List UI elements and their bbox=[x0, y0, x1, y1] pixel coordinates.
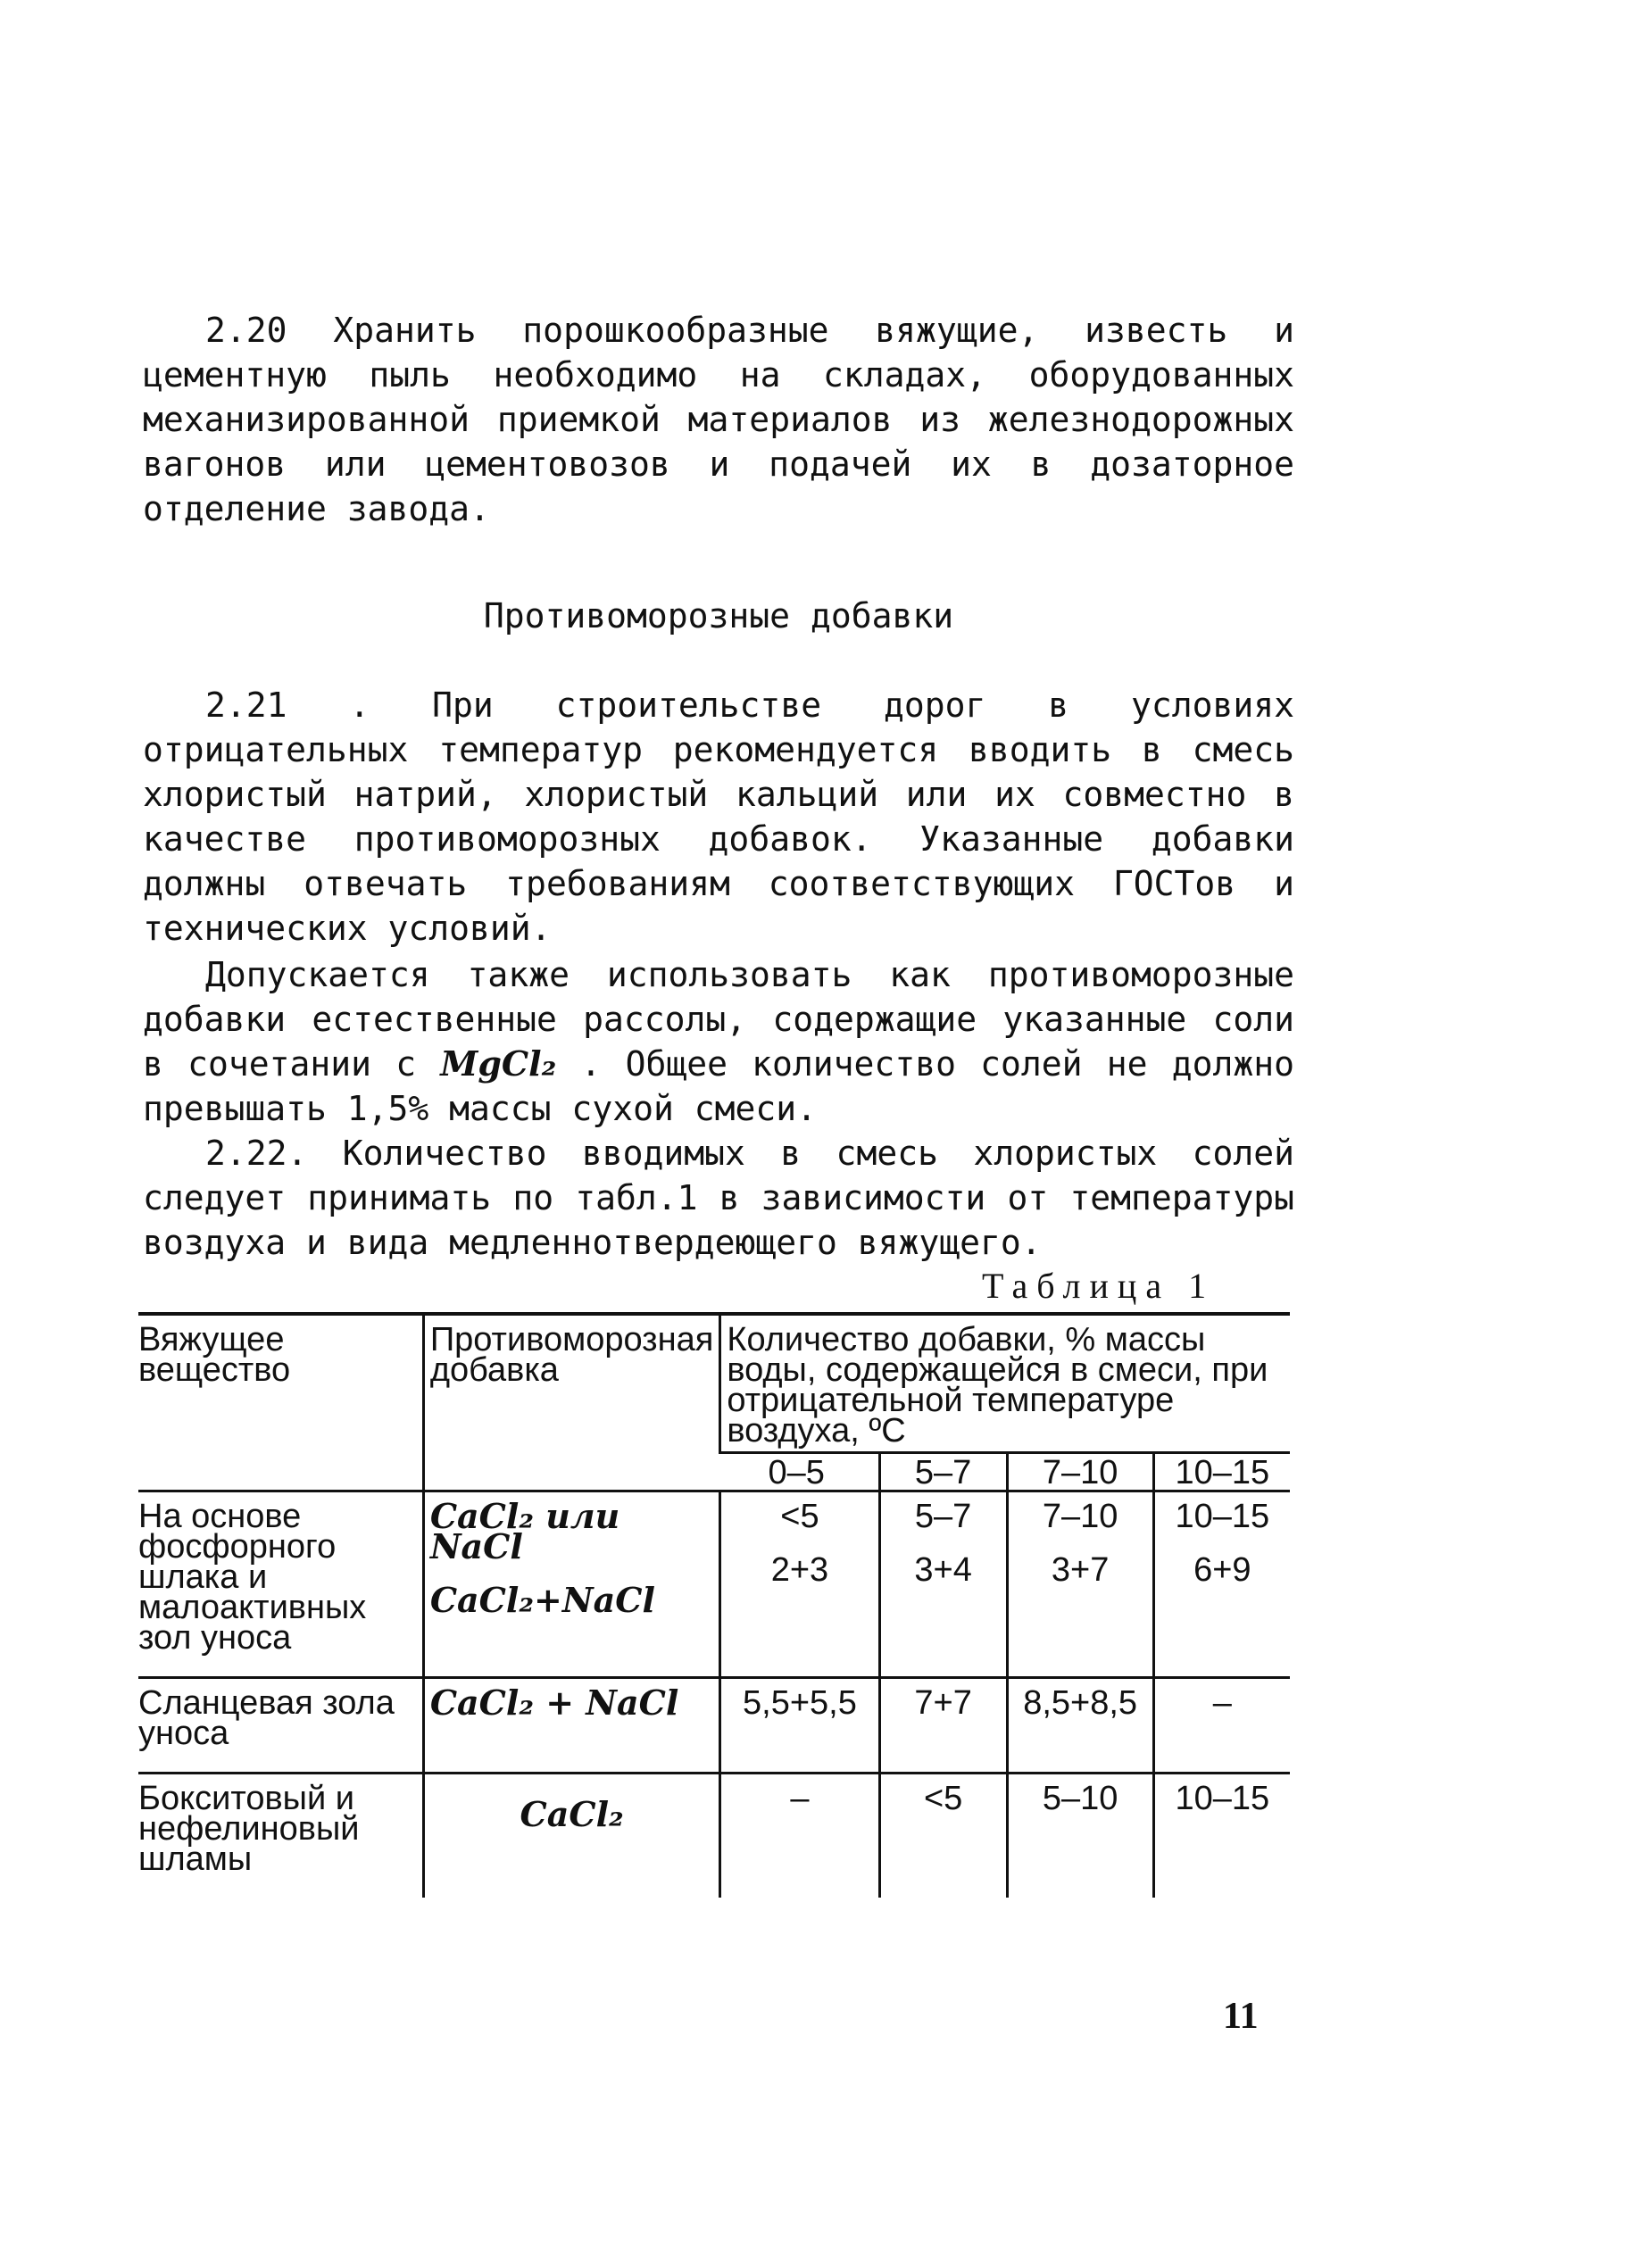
value-line: 5–7 bbox=[914, 1498, 972, 1535]
formula-mgcl2: MgCl₂ bbox=[440, 1043, 557, 1084]
value-cell: 5–10 bbox=[1007, 1774, 1153, 1898]
temp-column-header: 0–5 bbox=[720, 1453, 879, 1491]
header-binder: Вяжущее вещество bbox=[138, 1314, 423, 1491]
header-additive: Противоморозная добавка bbox=[423, 1314, 720, 1491]
row-additive: CaCl₂ + NaCl bbox=[423, 1678, 720, 1774]
value-cell: – bbox=[720, 1774, 879, 1898]
table-row bbox=[138, 1491, 1290, 1678]
table-row bbox=[138, 1678, 1290, 1774]
temp-column-header: 5–7 bbox=[879, 1453, 1007, 1491]
page-number: 11 bbox=[1223, 1996, 1259, 2037]
value-cell: 5,5+5,5 bbox=[720, 1678, 879, 1774]
row-binder: На основе фосфорного шлака и малоактивных зол уноса bbox=[138, 1491, 423, 1678]
value-cell bbox=[1007, 1491, 1153, 1678]
value-cell: 7+7 bbox=[879, 1678, 1007, 1774]
additives-table bbox=[138, 1312, 1290, 1898]
table-row bbox=[138, 1774, 1290, 1898]
paragraph-text-before: Допускается также использовать как противоморозные добавки естественные рассолы, содержащие указанные соли в сочетании с bbox=[143, 955, 1294, 1084]
value-line: 2+3 bbox=[770, 1551, 829, 1589]
section-heading: Противоморозные добавки bbox=[483, 596, 954, 636]
value-cell: <5 bbox=[879, 1774, 1007, 1898]
value-line: 10–15 bbox=[1175, 1498, 1270, 1535]
value-line: 3+4 bbox=[914, 1551, 972, 1589]
paragraph-2-21-continued bbox=[143, 952, 1294, 1131]
table-header-row bbox=[138, 1314, 1290, 1453]
value-cell: – bbox=[1153, 1678, 1290, 1774]
value-cell: 10–15 bbox=[1153, 1774, 1290, 1898]
value-cell bbox=[1153, 1491, 1290, 1678]
paragraph-2-20: 2.20 Хранить порошкообразные вяжущие, известь и цементную пыль необходимо на складах, оборудованных механизированной приемкой материалов из железнодорожных вагонов или цементовозов и подачей их в дозаторное отделение завода. bbox=[143, 311, 1294, 528]
value-line: 3+7 bbox=[1051, 1551, 1110, 1589]
value-cell: 8,5+8,5 bbox=[1007, 1678, 1153, 1774]
value-cell bbox=[720, 1491, 879, 1678]
temp-column-header: 10–15 bbox=[1153, 1453, 1290, 1491]
additive-line: CaCl₂+NaCl bbox=[429, 1580, 655, 1620]
value-line: 6+9 bbox=[1193, 1551, 1251, 1589]
row-binder: Сланцевая зола уноса bbox=[138, 1678, 423, 1774]
row-additive: CaCl₂ bbox=[423, 1774, 720, 1898]
header-amount: Количество добавки, % массы воды, содержащейся в смеси, при отрицательной температуре воздуха, ºС bbox=[720, 1314, 1290, 1453]
paragraph-text-after: . Общее количество солей не должно превышать 1,5% массы сухой смеси. bbox=[143, 1044, 1294, 1128]
paragraph-2-22: 2.22. Количество вводимых в смесь хлористых солей следует принимать по табл.1 в зависимости от температуры воздуха и вида медленнотвердеющего вяжущего. bbox=[143, 1134, 1294, 1262]
additive-line: CaCl₂ или NaCl bbox=[429, 1496, 620, 1566]
temp-column-header: 7–10 bbox=[1007, 1453, 1153, 1491]
value-line: <5 bbox=[780, 1498, 819, 1535]
row-binder: Бокситовый и нефелиновый шламы bbox=[138, 1774, 423, 1898]
value-line: 7–10 bbox=[1042, 1498, 1118, 1535]
paragraph-2-21: 2.21 . При строительстве дорог в условиях отрицательных температур рекомендуется вводить в смесь хлористый натрий, хлористый кальций или их совместно в качестве противоморозных добавок. Указанные добавки должны отвечать требованиям соответствующих ГОСТов и технических условий. bbox=[143, 685, 1294, 948]
value-cell bbox=[879, 1491, 1007, 1678]
table-caption: Таблица 1 bbox=[982, 1266, 1216, 1306]
row-additive bbox=[423, 1491, 720, 1678]
